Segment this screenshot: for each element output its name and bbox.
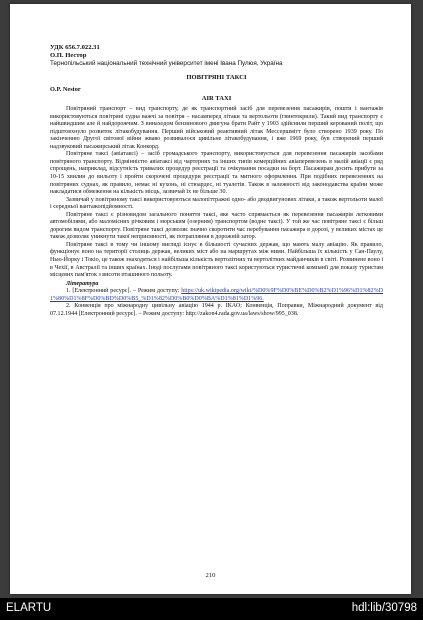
paragraph: Зазвичай у повітряному таксі використовуються малопіттражні одно- або дводвигунових літаки, а також вертольоти малої і середньої вантажопідйомності. xyxy=(50,196,383,211)
footer-handle-id[interactable]: hdl:lib/30798 xyxy=(351,602,417,614)
reference-item xyxy=(50,303,383,318)
footer-repository-name: ELARTU xyxy=(6,602,52,614)
reference-text: 1. [Електронний ресурс]. – Режим доступу: xyxy=(66,288,180,295)
udk-code: УДК 656.7.022.31 xyxy=(50,44,100,51)
page-content xyxy=(50,44,383,318)
author-name: О.П. Нестор xyxy=(50,52,87,60)
document-page xyxy=(10,4,411,594)
footer-bar xyxy=(0,598,423,620)
reference-item xyxy=(50,288,383,303)
title-ukrainian: ПОВІТРЯНІ ТАКСІ xyxy=(186,74,247,82)
paragraph: Повітряне таксі є різновидом загального поняття таксі, яке часто спрямається як перевезення пасажирів легковими автомобілями, або маломісних річковим і морським (озерним) транспортом (водне таксі). У той же час повітряне таксі є більш дорогим видом транспорту. Повітряне таксі дозволяє значно скоротити час перебування пасажира в дорозі, у великих містах це також дозволяє уникнути такої неприємності, як потрапляння в дорожній затор. xyxy=(50,211,383,241)
affiliation: Тернопільський національний технічний університет імені Івана Пулюя, Україна xyxy=(50,60,283,68)
page-number: 210 xyxy=(205,572,216,579)
paragraph: Повітряне таксі в тому чи іншому вигляді існує в більшості сучасних держав, що мають малу авіацію. Як правило, функціонує воно на території столиць держав, великих міст або на маршрутах між ними. Найбільша їх кількість у Сан-Паулу, Нью-Йорку і Токіо, це також знаходяться і найбільша кількість вертолітних та вертолітних майданчиків в світі. Розвинене воно і в Чехії, в Австралії та інших країнах. Іноді послугами повітряного таксі користуються туристичні компанії для показу туристам місцевих пам'яток з висоти пташиного польоту. xyxy=(50,241,383,279)
reference-link[interactable]: https://uk.wikipedia.org/wiki/%D0%9F%D0%BE%D0%B2%D1%96%D1%82%D1%80%D1%8F%D0%BD%D0%B5_%D1%82%D0%B0%D0%BA%D1%81%D1%96. xyxy=(50,288,383,302)
literature-heading: Література xyxy=(66,280,99,287)
paragraph: Повітряний транспорт – вид транспорту, де як транспортний засіб для перевезення пасажирів, пошти і вантажів використовуються повітряні судна важчі за повітря – насамперед літаки та вертольоти (гвинтокрили). Такий вид транспорту є найшвидшим але й найдорожчим. З винаходом бензинового двигуна брати Райт у 1903 здійснили перший керований політ, що підштовхнуло розвиток літакобудування. Перший військовий реактивний літак Мессершмітт було створено 1939 року. По закінченню Другої світової війни жваво розвивалося цивільне літакобудування, і вже 1969 року, був створений перший надзвуковий пасажирський літак Конкорд. xyxy=(50,106,383,150)
paragraph: Повітряне таксі (авіатаксі) – засіб громадського транспорту, використовується для перевезення пасажирів засобами повітряного транспорту. Відмінністю авіатаксі від чартерних та інших типів комерційних авіаперевезень в малій авіації є ряд спрощень, наприклад, відсутність тривалих процедур реєстрації та очікування посадки на борт. Пасажирам досить прибути за 10-15 хвилин до вильоту і пройти скорочені процедури реєстрації та митного оформлення. При подібних перевезеннях на повітряних суднах, як правило, немає ні кухонь, ні стюардес, ні туалетів. Також в залежності від законодавства країни може накладатися обмеження на кількість місць, зазвичай їх не більше 30. xyxy=(50,151,383,196)
author-name-english: O.P. Nestor xyxy=(50,85,81,93)
title-english: AIR TAXI xyxy=(201,94,232,102)
reference-text: 2. Конвенція про міжнародну цивільну авіацію 1944 р. ІКАО; Конвенція, Поправки, Міжнародний документ від 07.12.1944 [Електронний ресурс]. – Режим доступу: http://zakon4.rada.gov.ua/laws/show/995_038. xyxy=(50,303,383,317)
